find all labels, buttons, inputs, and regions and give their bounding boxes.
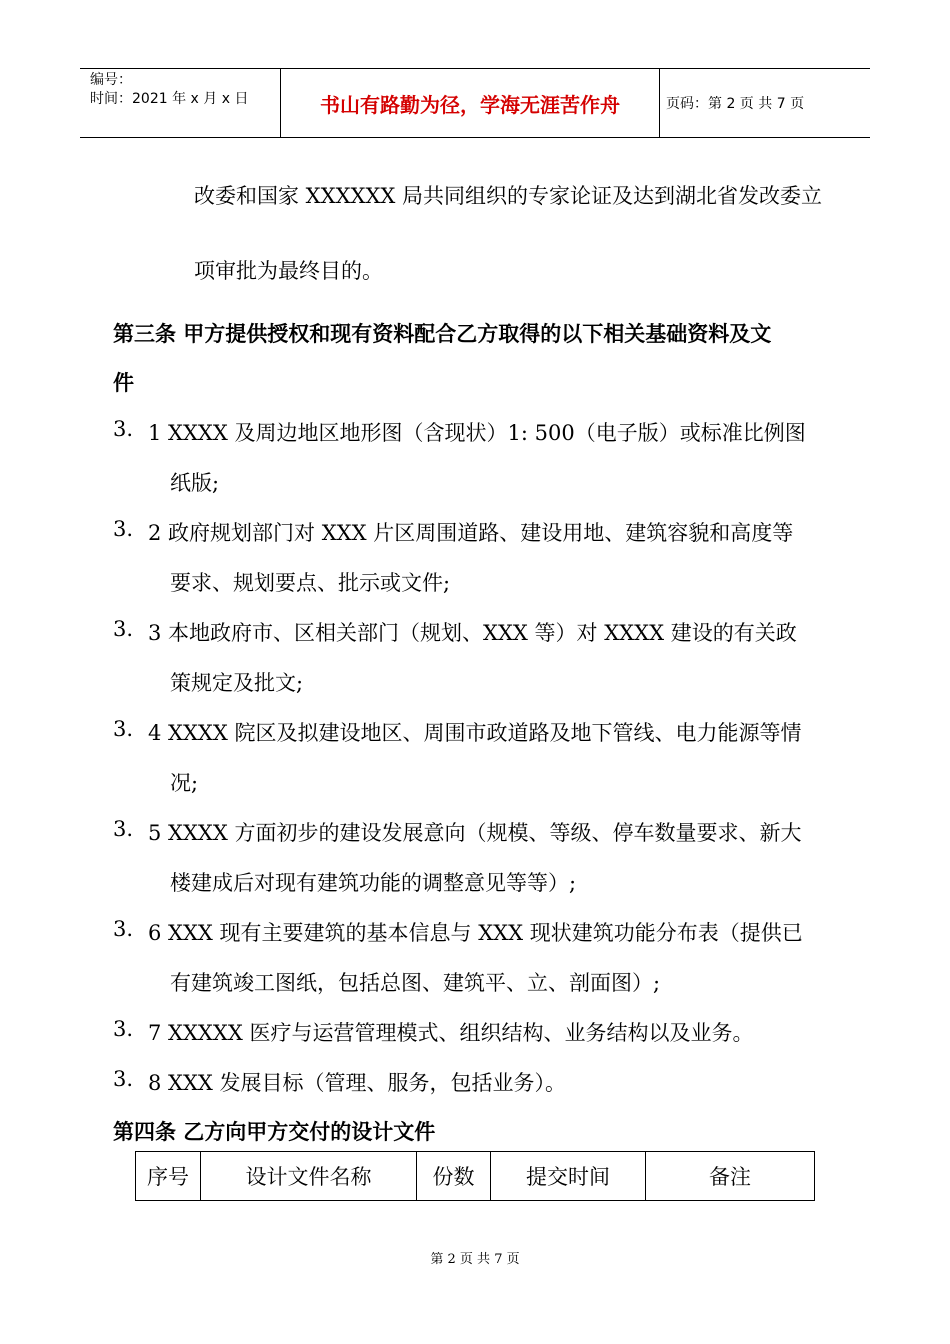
list-item-line: 7 XXXXX 医疗与运营管理模式、组织结构、业务结构以及业务。 xyxy=(148,1021,754,1045)
article-4-heading: 第四条 乙方向甲方交付的设计文件 xyxy=(113,1119,436,1144)
document-time-label: 时间：2021 年 x 月 x 日 xyxy=(90,91,249,107)
design-files-table xyxy=(135,1151,815,1201)
header-motto: 书山有路勤为径，学海无涯苦作舟 xyxy=(280,69,660,137)
list-item-line: 要求、规划要点、批示或文件; xyxy=(170,571,451,595)
table-header-cell: 序号 xyxy=(136,1152,201,1201)
list-item-line: 有建筑竣工图纸，包括总图、建筑平、立、剖面图）; xyxy=(170,971,661,995)
list-item-line: 5 XXXX 方面初步的建设发展意向（规模、等级、停车数量要求、新大 xyxy=(148,821,802,845)
table-header-cell: 份数 xyxy=(417,1152,491,1201)
article-3-heading: 第三条 甲方提供授权和现有资料配合乙方取得的以下相关基础资料及文 xyxy=(113,321,772,346)
item-number: 3. xyxy=(113,617,134,641)
list-item-line: 4 XXXX 院区及拟建设地区、周围市政道路及地下管线、电力能源等情 xyxy=(148,721,802,745)
paragraph-line: 改委和国家 XXXXXX 局共同组织的专家论证及达到湖北省发改委立 xyxy=(194,184,823,208)
list-item-line: 策规定及批文; xyxy=(170,671,304,695)
list-item-line: 3 本地政府市、区相关部门（规划、XXX 等）对 XXXX 建设的有关政 xyxy=(148,621,797,645)
table-header-cell: 设计文件名称 xyxy=(201,1152,417,1201)
header-page-info: 页码：第 2 页 共 7 页 xyxy=(666,96,805,112)
list-item-line: 8 XXX 发展目标（管理、服务，包括业务）。 xyxy=(148,1071,567,1095)
header-meta xyxy=(90,71,248,109)
item-number: 3. xyxy=(113,517,134,541)
article-3-heading-cont: 件 xyxy=(113,370,134,395)
item-number: 3. xyxy=(113,817,134,841)
item-number: 3. xyxy=(113,717,134,741)
list-item-line: 2 政府规划部门对 XXX 片区周围道路、建设用地、建筑容貌和高度等 xyxy=(148,521,794,545)
list-item-line: 楼建成后对现有建筑功能的调整意见等等）; xyxy=(170,871,577,895)
document-number-label: 编号： xyxy=(90,72,132,88)
list-item-line: 6 XXX 现有主要建筑的基本信息与 XXX 现状建筑功能分布表（提供已 xyxy=(148,921,803,945)
table-header-cell: 提交时间 xyxy=(491,1152,646,1201)
page-header xyxy=(80,68,870,138)
table-header-row xyxy=(136,1152,815,1201)
paragraph-line: 项审批为最终目的。 xyxy=(194,259,383,283)
list-item-line: 纸版; xyxy=(170,471,220,495)
item-number: 3. xyxy=(113,917,134,941)
list-item-line: 况; xyxy=(170,771,199,795)
page-footer: 第 2 页 共 7 页 xyxy=(430,1252,520,1267)
item-number: 3. xyxy=(113,417,134,441)
list-item-line: 1 XXXX 及周边地区地形图（含现状）1: 500（电子版）或标准比例图 xyxy=(148,421,806,445)
item-number: 3. xyxy=(113,1067,134,1091)
table-header-cell: 备注 xyxy=(646,1152,815,1201)
item-number: 3. xyxy=(113,1017,134,1041)
